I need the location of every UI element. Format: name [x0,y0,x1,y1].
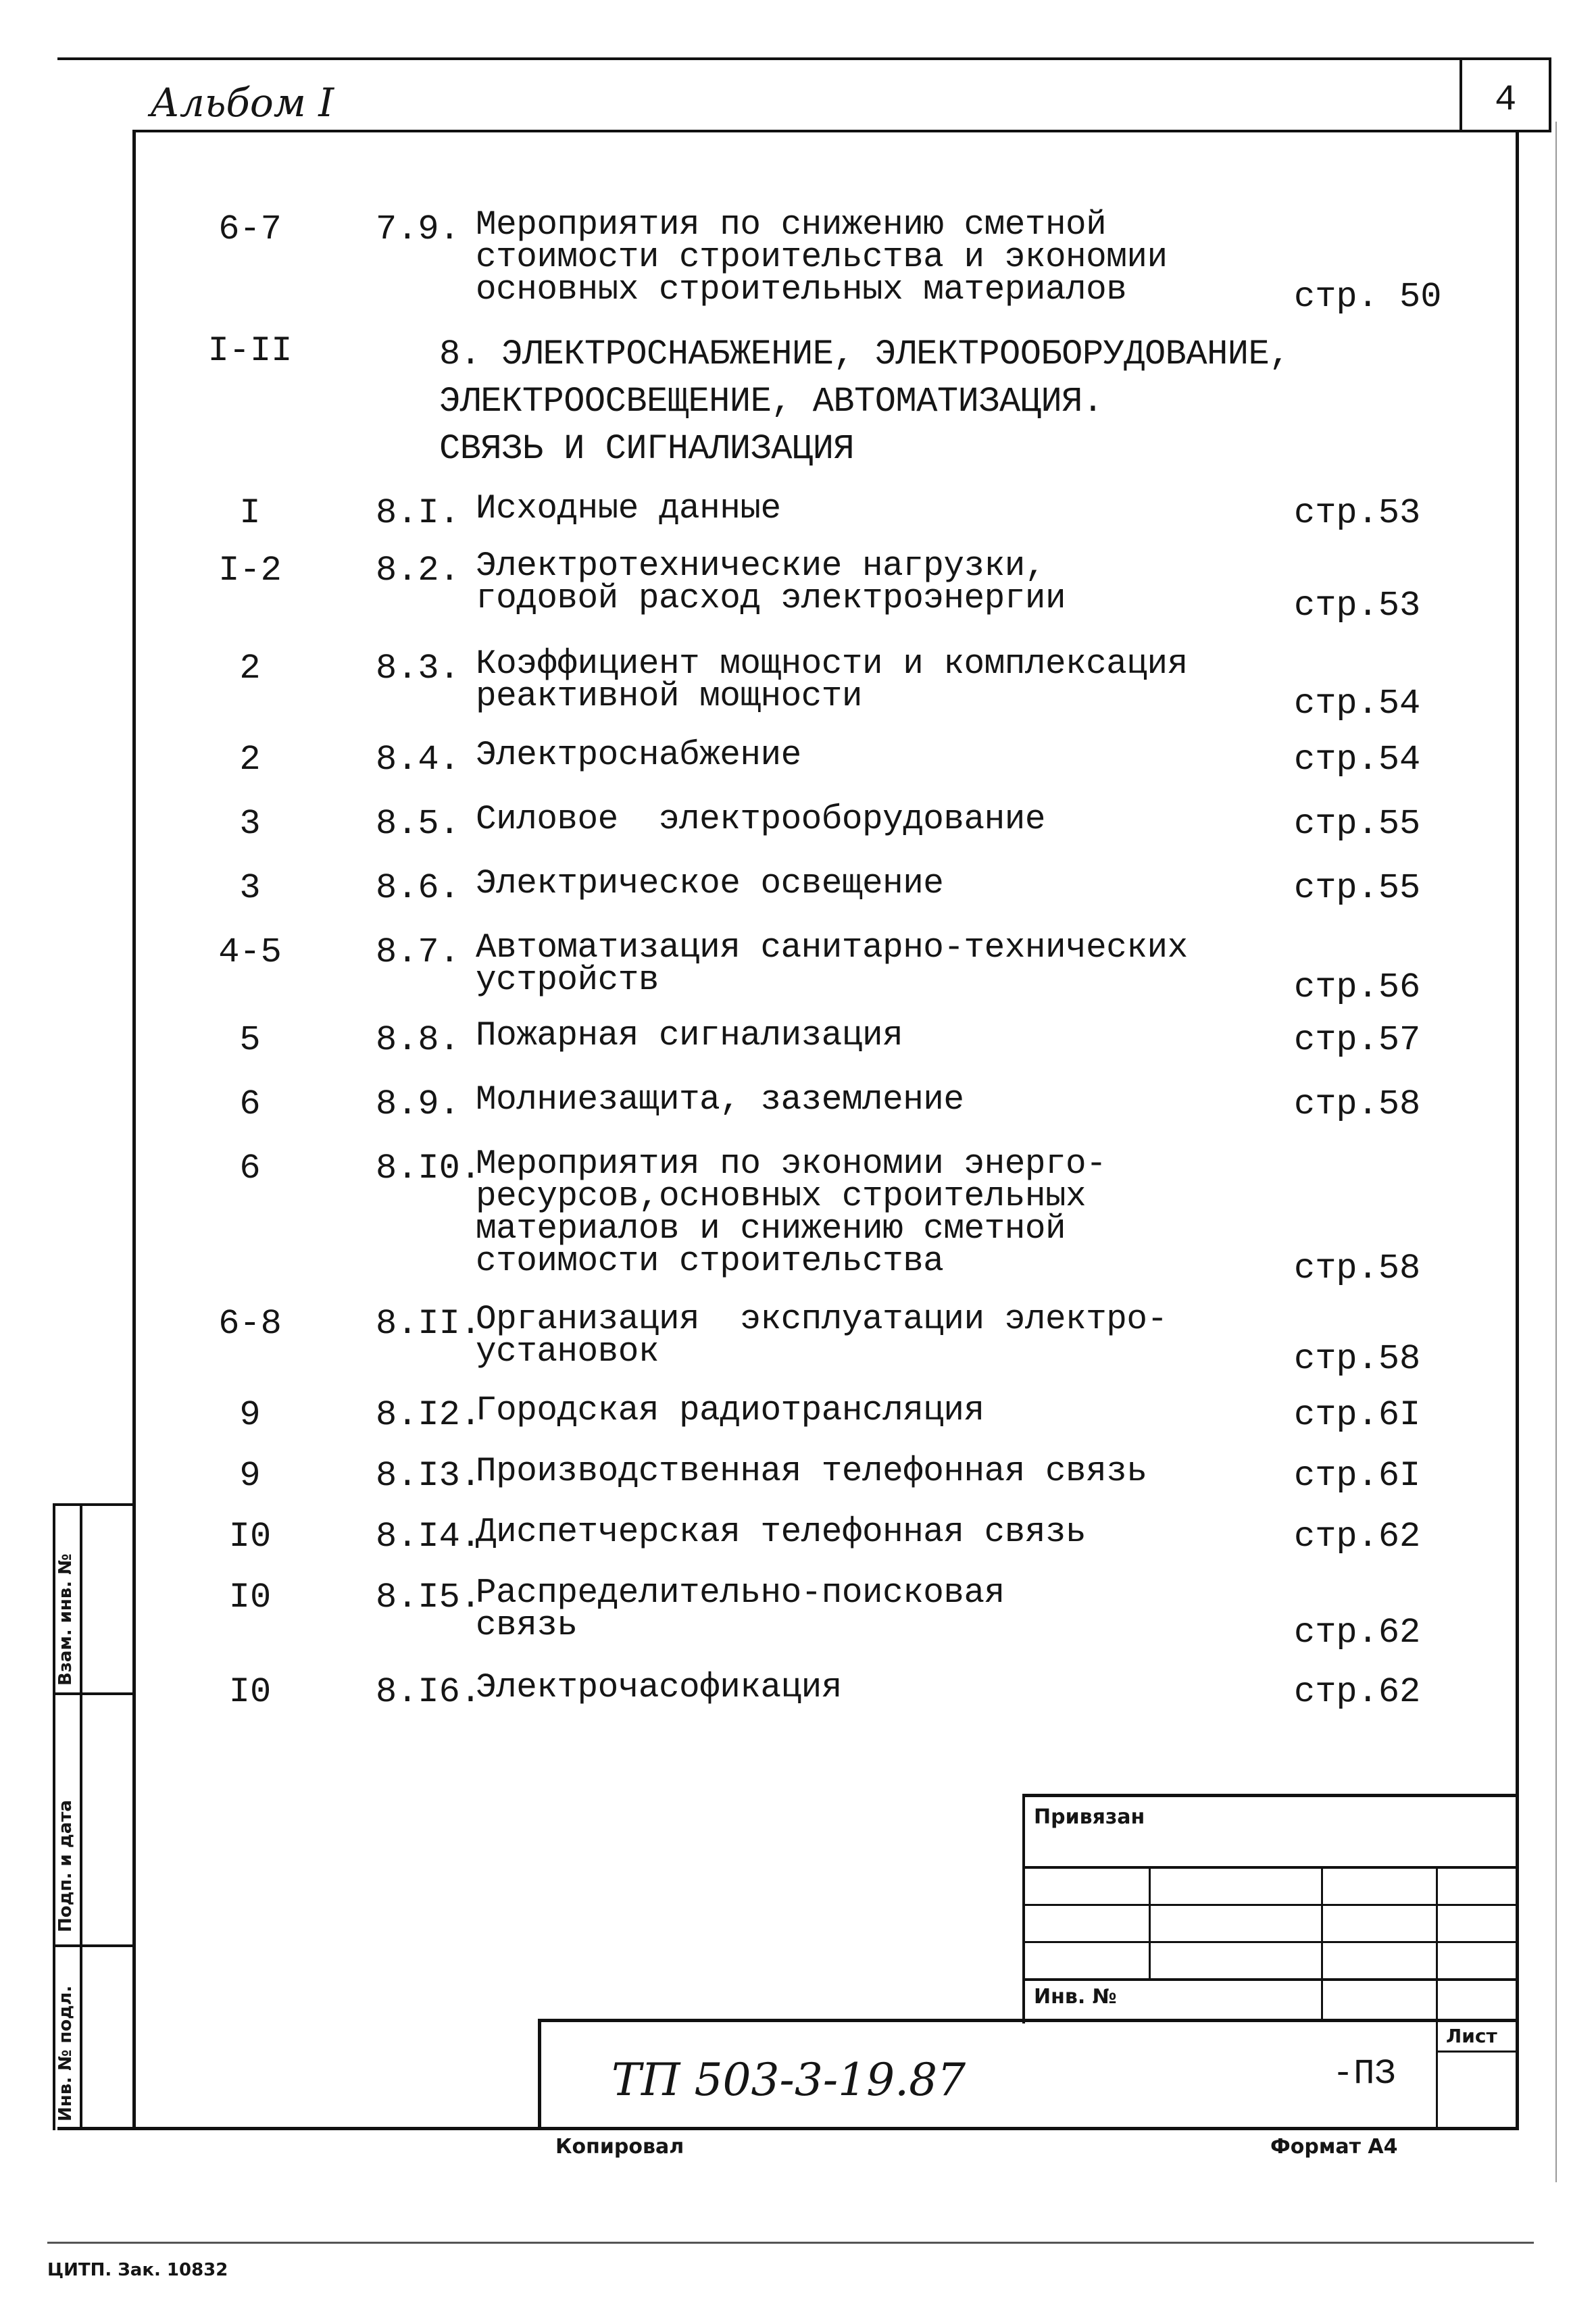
toc-section-number: 8.II. [376,1304,482,1344]
toc-section-number: 8.6. [376,868,460,908]
toc-page-ref: стр.58 [1294,1084,1421,1124]
toc-sheet-ref: 9 [239,1456,261,1496]
toc-section-title: Мероприятия по экономии энерго- ресурсов,основных строительных материалов и снижению сметной стоимости строительства [476,1145,1107,1281]
toc-page-ref: стр.53 [1294,586,1421,626]
toc-sheet-ref: 3 [239,868,261,908]
side-stamp-inner [80,1503,82,2130]
side-label-replace-inv: Взам. инв. № [55,1553,76,1686]
toc-section-title: Организация эксплуатации электро- установок [476,1301,1168,1372]
toc-sheet-ref: I [239,493,261,533]
toc-section-title: 8. ЭЛЕКТРОСНАБЖЕНИЕ, ЭЛЕКТРООБОРУДОВАНИЕ, ЭЛЕКТРООСВЕЩЕНИЕ, АВТОМАТИЗАЦИЯ. СВЯЗЬ И СИГНАЛИЗАЦИЯ [439,334,1290,469]
toc-section-number: 8.5. [376,804,460,844]
side-label-sign-date: Подп. и дата [55,1800,76,1932]
side-label-inv-orig: Инв. № подл. [55,1985,76,2121]
toc-page-ref: стр.55 [1294,868,1421,908]
toc-section-title: Электроснабжение [476,736,801,775]
toc-section-title: Мероприятия по снижению сметной стоимости строительства и экономии основных строительных материалов [476,206,1168,309]
toc-page-ref: стр.62 [1294,1672,1421,1712]
toc-page-ref: стр.54 [1294,740,1421,780]
tb-col1 [1149,1866,1151,1981]
toc-section-number: 8.I2. [376,1395,482,1435]
inv-no-label: Инв. № [1034,1985,1117,2009]
tb-col3 [1436,1866,1438,2130]
toc-sheet-ref: 6 [239,1149,261,1188]
toc-page-ref: стр.56 [1294,967,1421,1007]
tb-top [1022,1794,1519,1797]
toc-sheet-ref: 4-5 [218,932,282,972]
toc-sheet-ref: 3 [239,804,261,844]
sheet-label: Лист [1446,2025,1497,2047]
toc-sheet-ref: 2 [239,649,261,688]
frame-top [134,130,1551,132]
tb-row2 [1022,1904,1519,1906]
toc-page-ref: стр.6I [1294,1456,1421,1496]
format-label: Формат А4 [1270,2135,1398,2159]
toc-section-title: Электрическое освещение [476,865,944,903]
toc-page-ref: стр.62 [1294,1613,1421,1653]
toc-section-title: Автоматизация санитарно-технических устройств [476,929,1188,1000]
toc-section-number: 8.I. [376,493,460,533]
toc-sheet-ref: I0 [228,1517,272,1557]
toc-page-ref: стр.58 [1294,1339,1421,1379]
toc-sheet-ref: 6-8 [218,1304,282,1344]
toc-section-number: 8.7. [376,932,460,972]
toc-section-title: Исходные данные [476,490,781,528]
toc-section-number: 8.I0. [376,1149,482,1188]
toc-sheet-ref: I0 [228,1578,272,1617]
toc-section-title: Молниезащита, заземление [476,1081,964,1120]
toc-sheet-ref: 9 [239,1395,261,1435]
sheet-box-left [1460,57,1462,132]
document-code: ТП 503-3-19.87 [612,2054,966,2106]
toc-sheet-ref: 6-7 [218,209,282,249]
toc-page-ref: стр.54 [1294,684,1421,724]
document-suffix: -ПЗ [1332,2054,1396,2094]
tb-row1 [1022,1866,1519,1869]
toc-page-ref: стр.53 [1294,493,1421,533]
toc-page-ref: стр.6I [1294,1395,1421,1435]
toc-section-title: Электрочасофикация [476,1669,842,1707]
toc-section-number: 8.8. [376,1020,460,1060]
tb-left-upper [1022,1794,1025,2023]
toc-section-title: Производственная телефонная связь [476,1453,1147,1491]
print-mark: ЦИТП. Зак. 10832 [47,2260,228,2280]
sheet-box-right [1549,57,1551,132]
sheet-number: 4 [1495,80,1517,121]
toc-section-title: Коэффициент мощности и комплексация реактивной мощности [476,645,1188,716]
toc-section-title: Пожарная сигнализация [476,1017,903,1055]
toc-section-title: Городская радиотрансляция [476,1392,984,1430]
scan-mark [1555,122,1557,2182]
toc-section-number: 7.9. [376,209,460,249]
toc-section-number: 8.2. [376,551,460,590]
toc-section-title: Силовое электрооборудование [476,801,1045,839]
toc-section-title: Распределительно-поисковая связь [476,1574,1005,1645]
toc-sheet-ref: 5 [239,1020,261,1060]
side-stamp-top [53,1503,135,1506]
tb-main-top [538,2019,1519,2022]
top-rule [57,57,1551,60]
toc-sheet-ref: I0 [228,1672,272,1712]
album-label: Альбом I [150,80,334,126]
toc-page-ref: стр. 50 [1294,277,1442,317]
frame-bottom [57,2127,1519,2130]
frame-left [132,130,136,2130]
toc-section-number: 8.9. [376,1084,460,1124]
toc-page-ref: стр.58 [1294,1249,1421,1288]
tb-sheet-divider [1436,2051,1519,2053]
toc-section-title: Диспетчерская телефонная связь [476,1513,1087,1552]
tb-main-left [538,2019,541,2130]
toc-page-ref: стр.57 [1294,1020,1421,1060]
toc-sheet-ref: 6 [239,1084,261,1124]
side-stamp-div2 [53,1944,135,1947]
frame-right [1516,130,1519,2130]
toc-sheet-ref: 2 [239,740,261,780]
footer-rule [47,2242,1534,2244]
tb-row4 [1022,1978,1519,1981]
toc-section-number: 8.I5. [376,1578,482,1617]
toc-section-number: 8.4. [376,740,460,780]
toc-section-number: 8.I3. [376,1456,482,1496]
tb-col2 [1321,1866,1323,2021]
toc-section-number: 8.I6. [376,1672,482,1712]
toc-page-ref: стр.55 [1294,804,1421,844]
bound-label: Привязан [1034,1805,1145,1829]
toc-section-number: 8.I4. [376,1517,482,1557]
toc-sheet-ref: I-2 [218,551,282,590]
toc-sheet-ref: I-II [207,331,293,371]
toc-page-ref: стр.62 [1294,1517,1421,1557]
side-stamp-div1 [53,1692,135,1695]
copied-label: Копировал [555,2135,684,2159]
toc-section-number: 8.3. [376,649,460,688]
toc-section-title: Электротехнические нагрузки, годовой расход электроэнергии [476,547,1066,618]
tb-row3 [1022,1941,1519,1943]
